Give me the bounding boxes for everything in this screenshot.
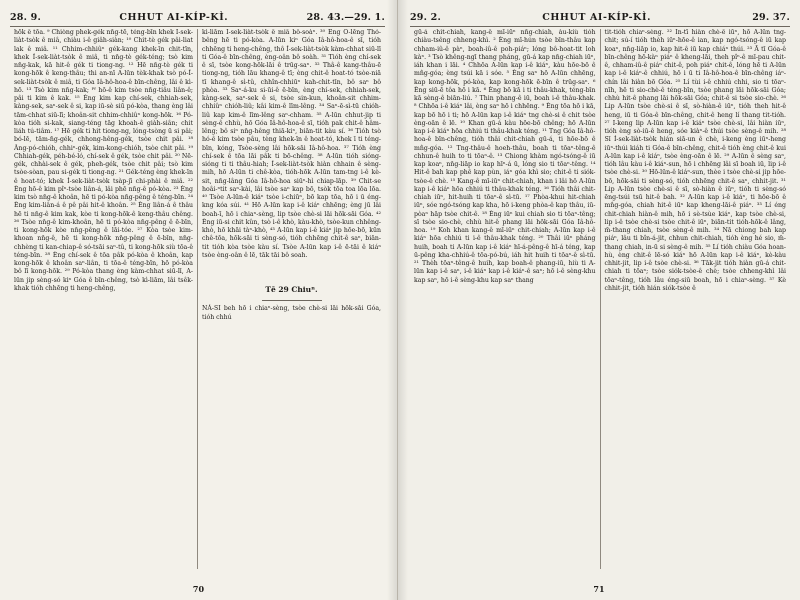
left-header-chapter-ref: 28. 9. [10, 12, 41, 23]
right-column-1 [410, 29, 600, 569]
left-header-book-title: CHHUT AI-KÍP-KÌ. [119, 12, 229, 23]
left-gutter-shadow [387, 0, 397, 600]
right-header-verse-ref: 29. 37. [752, 12, 790, 23]
right-gutter-shadow [398, 0, 408, 600]
right-page [398, 0, 800, 600]
right-header-chapter-ref: 29. 2. [410, 12, 441, 23]
chapter-heading: Tē 29 Chiuⁿ. [265, 285, 318, 294]
right-column-1-text: gū-á chit-chiah, kang-ê mī-iūⁿ nn̄g-chiah, àu-kiù tióh chiàu-tsêng chheng-khì. ² Èng mī-hún tsòe bīn-thâu kap chham-iû-ê pàⁿ, boah-iû-ê poh-piáⁿ; lóng bô-hoat-tit loh kàⁿ. ³ Tsò khêng-ngī thang pháng, gū-á kap nn̄g-chiah iūⁿ, iáh khan i lāi. ⁴ Chhōa A-lūn kap i-ê kiáⁿ, kàu hōe-bō ê mn̂g-góa; èng tsúi kā i sóe. ⁵ Èng saⁿ hō A-lūn chhēng, kap kong-hōk, pó-kòa, kap kong-hōk ē-bīn ê trūg-saⁿ. ⁶ Èng siū-ē tôa hō i kā. ⁶ Èng bō kā i ti thâu-khak, téng-bīn kā sèng-ê biān-liú. ⁷ Thin phang-ê iū, boah i-ê thâu-khak. ⁸ Chhōa i-ê kiáⁿ lâi, èng saⁿ hō i chhēng. ⁹ Èng tōa hō i kā, kap bō hō i ti; hō A-lūn kap i-ê kiáⁿ tng chè-si ê chit tsòe èng-oān ê lē. ¹⁰ Khan gū-á kàu hōe-bō chêng; hō A-lūn kap i-ê kiáⁿ hōa chhiú ti thâu-khak téng. ¹¹ Tng Góa Iâ-hô-hoa-ê bīn-chêng, tióh thâi chit-chiah gū-á, ti hōe-bō ê mn̂g-góa. ¹² Tng-thâu-ê hoeh-thâu, boah ti tōaⁿ-têng-ê chhun-ê huih to ti tōaⁿ-ê. ¹³ Chiong khàm ngó-tsóng-ê iū kap koaⁿ, nn̄g-liāp io kap hīⁿ-á ū, lóng sio ti tōaⁿ-têng. ¹⁴ Hit-ê bah kap phê kap pùn, iáⁿ góa khì sio; chit-ê ti siók-tsòe-ê chè. ¹⁵ Kang-ê mī-iūⁿ chit-chiah, khan i lâi hō A-lūn kap i-ê kiáⁿ hōa chhiú ti thâu-khak téng. ¹⁶ Tióh thâi chit-chiah iūⁿ, hit-huih ti tōaⁿ-ê sì-tū. ¹⁷ Phòa-khui hit-chiah iūⁿ, sóe ngó-tsóng kap kha, hō i-keng phòa-ê kap thâu, iū-pòaⁿ hāp tsòe chit-ê. ¹⁸ Èng iūⁿ kui chiah sio ti tōaⁿ-têng; sī tsòe sio-chè, chhù hit-ê phang lāi hōk-sāi Góa Iâ-hô-hoa. ¹⁹ Koh khan kang-ê mī-iūⁿ chit-chiah; A-lūn kap i-ê kiáⁿ hōa chhiú ti i-ê thâu-khak téng. ²⁰ Thâi iūⁿ pháng huih, boah ti A-lūn kap i-ê kiáⁿ hī-á-pêng-ê hī-á téng, kap ū-pêng kha-chhiú-ê tōa-pó-bú, iáh hit huih ti tōaⁿ-ê sì-tū. ²¹ Thèh tōaⁿ-têng-ê huih, kap boah-ê phang-iū, hiù ti A-lūn kap i-ê saⁿ, i-ê kiáⁿ kap i-ê kiáⁿ-ê saⁿ; hō i-ê sèng-khu kap saⁿ, hō i-ê sèng-khu kap saⁿ thang [414, 29, 596, 284]
left-header-verse-range: 28. 43.—29. 1. [306, 12, 385, 23]
left-running-head [10, 6, 385, 27]
left-columns [10, 29, 385, 569]
right-columns [410, 29, 790, 569]
left-column-1-text: hōk ê tōa. ⁹ Chiòng phek-gék nn̄g-tē, téng-bīn khek Í-sek-liàt-tsòk ê miâ, chiàu i-ê giâh-siàn; ¹⁰ Chit-tè gék pâi-liat lak ê miâ. ¹¹ Chhim-chhiûⁿ gék-kang khek-īn chit-tīn, khek Í-sek-liàt-tsòk ê miâ, ti nn̄g-tè gék-téng; tsò kim nn̄g-kak, kā hit-ê gék ti tiong-ng. ¹² Hē nn̄g-tè gék ti kong-hōk ê keng-thâu; thi an-nī A-lūn tèk-khak tsò pó-Í-sek-liàt-tsòk ê miâ, ti Góa Iâ-hô-hoa-ê bīn-chêng, lâi ê kì-hō. ¹³ Tsò kim nn̄g-kak; ᴾᶠ hō-ê kim tsòe nn̄g-tiâu liân-ê; pâi ti kim ê kak. ¹⁵ Èng kim kap chí-sek, chhiah-sek, kàng-sek, saⁿ-sek ê si, kap iū-sè siū pó-kòa, thang èng lâi tām-chhat siū-lī; khoân-sit chhim-chhiûⁿ kong-hōk. ¹⁶ Pó-kòa tióh si-kak, siang-téng tāg khoah-ê giàh-siân; chit liáh tú-tiâm. ¹⁷ Hē gék ti hit tiong-ng, lóng-tsòng ū si pâi; bó-lē, tām-n̄g-gék, chhong-hêng-gék, tsòe chit pâi. ¹⁸ Âng-pó-chióh, chhiⁿ-gék, kim-kong-chióh, tsòe chit pâi. ¹⁹ Chhiah-gék, péh-bé-ló, chí-sek ê gék, tsòe chit pâi. ²⁰ Nē-gék, chhài-sek ê gék, pheh-gék, tsòe chit pâi; tsò kim tsòe-sòan, pau si-gék ti tiong-ng. ²¹ Gék-téng èng khek-īn ê hoat-tó; khek Í-sek-liàt-tsòk tsàp-jī chi-phài ê miâ. ²² Èng hō-ê kim pîⁿ-tsòe liân-á, lâi phē nn̄g-ê pó-kòa. ²³ Èng kim tsò nn̄g-ê khoân, hē ti pó-kòa nn̄g-pêng ê téng-bīn. ²⁴ Èng kim-liân-á ê pê pâi hit-ê khoân. ²⁵ Èng liân-á ê thâu hē ti nn̄g-ê kim kak, kòe ti kong-hōk-ê keng-thâu chêng. ²⁶ Tsòe nn̄g-ê kim-khoân, hē ti pó-kòa nn̄g-pêng ê ē-bīn, ti kong-hōk kòe nn̄g-pêng ê lāi-tóe. ²⁷ Kòa tsòe kim-khoan nn̄g-ê, hē ti kong-hōk nn̄g-pêng ê ē-bīn, nn̄g-chhèng ti kan-chiap-ê só-tsāi saⁿ-tû, ti kong-hōk siù tōa-ê téng-bīn. ²⁸ Èng chí-sek ê tōa pâk pó-kòa ê khoân, kap kong-hōk ê khoân saⁿ-liân, ti tōa-ê téng-bīn, hō pó-kòa bô lī kong-hōk. ²⁹ Pó-kòa thang èng kàm-chhat siū-lī, A-lūn jip sèng-só kiⁿ Góa ê bīn-chêng, tsò kì-liām, lâi tsêk-khak tióh chhēng ti heng-chêng, [14, 29, 193, 292]
left-column-1 [10, 29, 197, 569]
left-column-2 [197, 29, 385, 569]
right-page-number: 71 [593, 584, 605, 594]
right-running-head [410, 6, 790, 27]
chapter-rule [262, 300, 322, 301]
left-page [0, 0, 398, 600]
left-column-2-text: kì-liām Í-sek-liàt-tsòk ê miâ bô-soàⁿ. ³⁰ Èng O-lēng Thó-bêng hē ti pó-kòa. A-lūn kiⁿ Góa Iâ-hô-hoa-ê sī, tióh chhēng ti heng-chêng, thô Í-sek-liàt-tsòk kàm-chhat siū-lī ti Góa-ê bīn-chêng, èng-oân bô soàh. ³¹ Tióh èng chí-sek ê sī, tsòe kong-hōk-lāi ê trūg-saⁿ. ³² Thâ-ê kang-thâu-ē tiong-ng, tióh lāu khang-ê tī; èng chit-ê hoat-tó tsòe-niā tī khang-ê sì-tû, chhîn-chhiūⁿ kah-chit-tīn, bô saⁿ bô phòa. ³³ Saⁿ-á-ku si-ūi-ê ē-bīn, èng chí-sek, chhiah-sek, kàng-sek, saⁿ-sek ê si, tsòe sin-kun, khoân-sit chhim-chhiûⁿ chióh-liû; kâi kim-ê līm-lêng. ³⁴ Saⁿ-ē-sì-tū chióh-liû kap kim-ê līm-lêng saⁿ-chham. ³⁵ A-lūn chhut-jip ti sèng-ê chhù, hō Góa Iâ-hô-hoa-ê sī, tióh pak chit-ê hâm-lêng; bô siⁿ nn̄g-hêng thiā-kiⁿ, biān-tit kàu sí. ³⁶ Tióh tsò hó-ê kim tsòe pâu, tèng khek-īn ê hoat-tó, khek ī ti téng-bīn, kóng, Tsòe-sèng lâi hōk-sāi Iâ-hô-hoa. ³⁷ Tióh èng chí-sek ê tōa lāi pâk ti bō-chêng. ³⁸ A-lūn tióh sióng-sióng ti ti thâu-hiah; Í-sek-liàt-tsòk hiàn chhain ê sèng-mih, hō A-lūn ti chê-kòa, tióh-hōk A-lūn tam-tng i-ê kè-sit, nn̄g-lâng Góa Iâ-hô-hoa siūⁿ-hì chiap-lāp. ³⁹ Chit-se hoâi-ⁿtit saⁿ-kài, lâi tsòe saⁿ kap bō, tsòk tōa toa lōa lōa. ⁴⁰ Tsòe A-lūn-ê kiáⁿ tsòe i-chiūⁿ, bō kap tōa, hō i ū éng-kng kóa súi. ⁴¹ Hō A-lūn kap i-ê kiáⁿ chhēng; èng jū lâi boah-ī, hō i chiaⁿ-sèng, lip tsòe chè-si lāi hōk-sāi Góa. ⁴² Èng iū-si chit kûn, tsò i-ê khò, kàu-khò, tsòe-kun chhêng-khò, hō khāi tàⁿ-khò, ⁴³ A-lūn kap i-ê kiáⁿ jip hōe-bō, kūn chê-tōa, hōk-sāi ti sèng-só, tióh chhēng chit-ê saⁿ, biān-tit tióh kòa tsòe kàu sí. Tsòe A-lūn kap i-ê ē-tāi ê kiáⁿ tsòe èng-oân ê lē, tāk tāi bô soah. [202, 29, 381, 259]
left-page-number: 70 [192, 584, 205, 594]
right-column-2-text: tit-tióh chiaⁿ-sèng. ²² In-tī hiàn chè-ê iūⁿ, hō A-lūn tng-chit; sú-í tióh thèh iūⁿ-hōe-ê ian, kap ngó-tsóng-ê iū kap koaⁿ, nn̄g-liāp io, kap hit-ê iū kap chiáⁿ thúi. ²³ Ā tī Góa-ê bīn-chêng hō-kàⁿ piáⁿ ê kheng-lāi, theh pîⁿ-ê mī-pau chit-ê, chham-iû-ê piáⁿ chit-ê, poh piáⁿ chit-ê, lóng hē ti A-lūn kap i-ê kiáⁿ-ê chhiú, hō i ū ti Iâ-hô-hoa-ê bīn-chêng iáⁿ-chín lâi hiàn bō Góa. ²⁵ Lí tùi i-ê chhiú chhi, sio ti tōaⁿ-nīh, hē ti sio-chè-ê téng-bīn, tsòe phang lāi hōk-sāi Góa; chhù hit-ê phang lāi hōk-sāi Góa; chit-ê si tsòe sio-chè. ²⁶ Lip A-lūn tsòe chè-si ê sī, sò-hiàn-ê iūⁿ, tióh theh hit-ê heng, iū ti Góa-ê bīn-chêng, chit-ê heng lí thang tit-tióh. ²⁷ I-keng lip A-lūn kap i-ê kiáⁿ tsòe chè-si, lâi hiàn iūⁿ, tióh èng sò-iū-ê heng, sóe kiàⁿ-ê thúi tsòe sèng-ê mih. ²⁸ Sī Í-sek-liàt-tsòk hián siā-un ê chè, i-keng èng iūⁿ-heng iūⁿ-thúi kiáh ti Góa-ê bīn-chêng, chit-ê tióh èng chit-ê kui A-lūn kap i-ê kiáⁿ, tsòe èng-oān ê lē. ²⁹ A-lūn ê sèng saⁿ, tióh lâu kàu i-ê kiáⁿ-sun, hō i chhēng lâi sī boah iū, lip i-ê tsòe chè-si. ³⁰ Hō-lūn-ê kiáⁿ-sun, thèe i tsòe chè-si jip hōe-bō, hōk-sāi ti sèng-só, tióh chhēng chit-ê saⁿ, chhit-jit. ³¹ Lip A-lūn tsòe chè-si ê sī, sò-hiàn ê iūⁿ, tióh ti sèng-só ēng-tsúi tsū hit-ê bah. ³² A-lūn kap i-ê kiáⁿ, ti hōe-bō ê mn̂g-góa, chiah hit-ê iūⁿ kap kheng-lāi-ê piáⁿ. ³³ Lí éng chit-chiah hiàn-ê mih, hō i sè-tsùe kiáⁿ, kap tsòe chè-si, lip i-ê tsòe chè-si tsòe chit-ê iūⁿ, biān-tit tióh-hōk-ê lâng, m̄-thang chiah, tsòe sèng-ê mih. ³⁴ Nā chiong bah kap piáⁿ, lâu ti bîn-á-jit, chhun chit-chiah, tióh èng hé sio, m̄-thang chiah, in-ū si sèng-ê mih. ³⁵ Lí tióh chiàu Góa hoan-hù, èng chit-ê lē-só kiáⁿ hō A-lūn kap i-ê kiáⁿ, kè-kàu chhit-jit, lip i-ê tsòe chè-si. ³⁶ Tāk-jit tióh hiàn gū-á chit-chiah ti tōaⁿ; tsòe siók-tsòe-ê chè; tsòe chheng-khì lâi tōaⁿ-têng, tióh lâu éng-siū boah, hō i chiaⁿ-sèng. ³⁷ Kè chhit-jit, tióh hián siók-tsòe ê [604, 29, 786, 292]
right-header-book-title: CHHUT AI-KÍP-KÌ. [542, 12, 651, 23]
right-column-2 [600, 29, 791, 569]
chapter-opening-text: NÁ-SI beh hō i chiaⁿ-sèng, tsòe chè-si lāi hōk-sāi Góa, tióh chhú [202, 305, 381, 321]
